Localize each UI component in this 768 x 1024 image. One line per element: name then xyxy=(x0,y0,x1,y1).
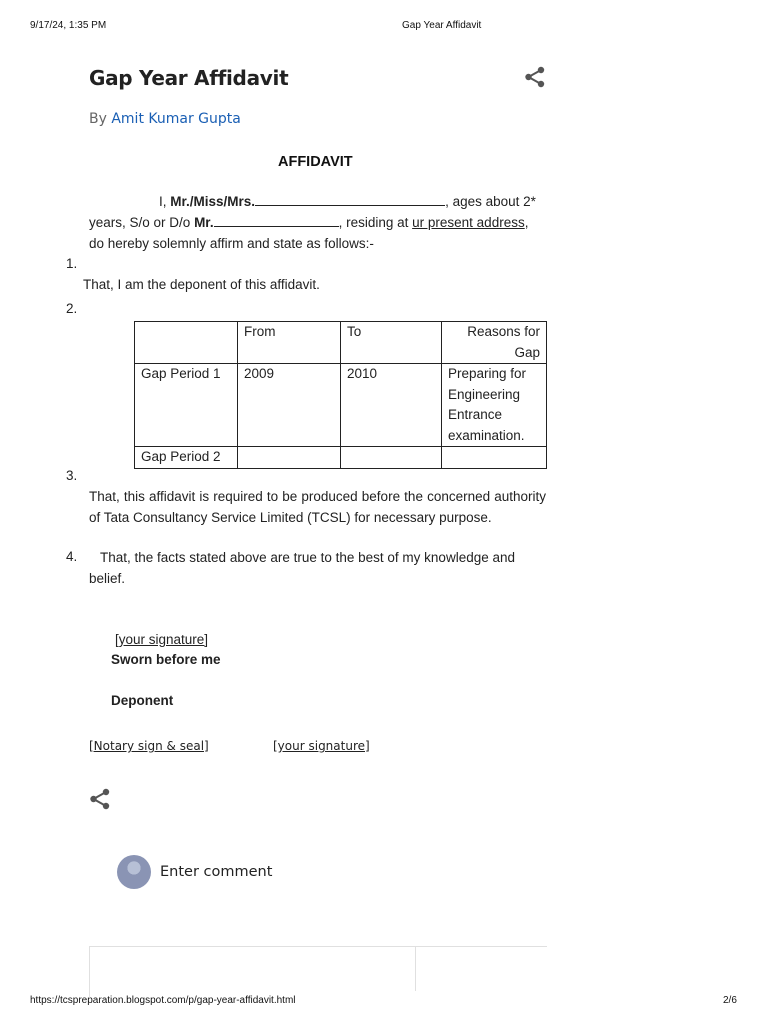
signature-placeholder: [your signature] xyxy=(115,632,209,647)
father-name-blank xyxy=(214,213,339,227)
item-4-text-line-2: belief. xyxy=(89,571,126,586)
table-cell xyxy=(442,447,547,469)
table-cell: Gap Period 1 xyxy=(135,364,238,447)
item-4-text-line-1: That, the facts stated above are true to the best of my knowledge and xyxy=(100,550,515,565)
item-3-number: 3. xyxy=(66,468,78,483)
intro-line-1: I, Mr./Miss/Mrs. , ages about 2* xyxy=(159,194,536,209)
item-3-text: That, this affidavit is required to be produced before the concerned authority of Tata Consultancy Service Limited (TCSL) for necessary purpose. xyxy=(89,489,546,525)
avatar xyxy=(117,855,151,889)
print-page-title: Gap Year Affidavit xyxy=(402,20,482,31)
share-icon[interactable] xyxy=(524,66,546,88)
table-header-cell: Reasons for Gap xyxy=(442,322,547,364)
comment-box-divider xyxy=(415,946,416,991)
author-link[interactable]: Amit Kumar Gupta xyxy=(111,111,241,127)
gap-period-table xyxy=(134,321,547,469)
byline-label: By xyxy=(89,111,107,127)
deponent-label: Deponent xyxy=(111,693,174,708)
table-header-cell: From xyxy=(238,322,341,364)
comment-box-frame xyxy=(89,946,547,997)
name-blank xyxy=(255,192,445,206)
table-cell: Preparing for Engineering Entrance examination. xyxy=(442,364,547,447)
table-cell: 2010 xyxy=(341,364,442,447)
sworn-before-me: Sworn before me xyxy=(111,652,221,667)
table-cell: Gap Period 2 xyxy=(135,447,238,469)
print-datetime: 9/17/24, 1:35 PM xyxy=(30,20,107,31)
byline xyxy=(89,111,241,127)
table-header-cell: To xyxy=(341,322,442,364)
table-cell: 2009 xyxy=(238,364,341,447)
table-cell xyxy=(238,447,341,469)
item-2-number: 2. xyxy=(66,301,78,316)
share-icon[interactable] xyxy=(89,788,111,810)
table-row xyxy=(135,364,547,447)
table-header-row xyxy=(135,322,547,364)
affidavit-heading: AFFIDAVIT xyxy=(278,154,353,170)
signature-placeholder-2: [your signature] xyxy=(273,739,370,753)
comment-input[interactable]: Enter comment xyxy=(160,864,273,880)
item-1-text: That, I am the deponent of this affidavit. xyxy=(83,277,320,292)
intro-line-2: years, S/o or D/o Mr. , residing at ur present address, xyxy=(89,215,529,230)
table-row xyxy=(135,447,547,469)
notary-sign-placeholder: [Notary sign & seal] xyxy=(89,739,209,753)
table-cell xyxy=(341,447,442,469)
item-1-number: 1. xyxy=(66,256,78,271)
print-footer-url: https://tcspreparation.blogspot.com/p/gap-year-affidavit.html xyxy=(30,995,296,1006)
print-page-number: 2/6 xyxy=(723,995,737,1006)
item-4-number: 4. xyxy=(66,549,78,564)
intro-line-3: do hereby solemnly affirm and state as follows:- xyxy=(89,236,374,251)
post-title: Gap Year Affidavit xyxy=(89,66,289,90)
address-placeholder: ur present address xyxy=(412,215,525,230)
table-header-cell xyxy=(135,322,238,364)
